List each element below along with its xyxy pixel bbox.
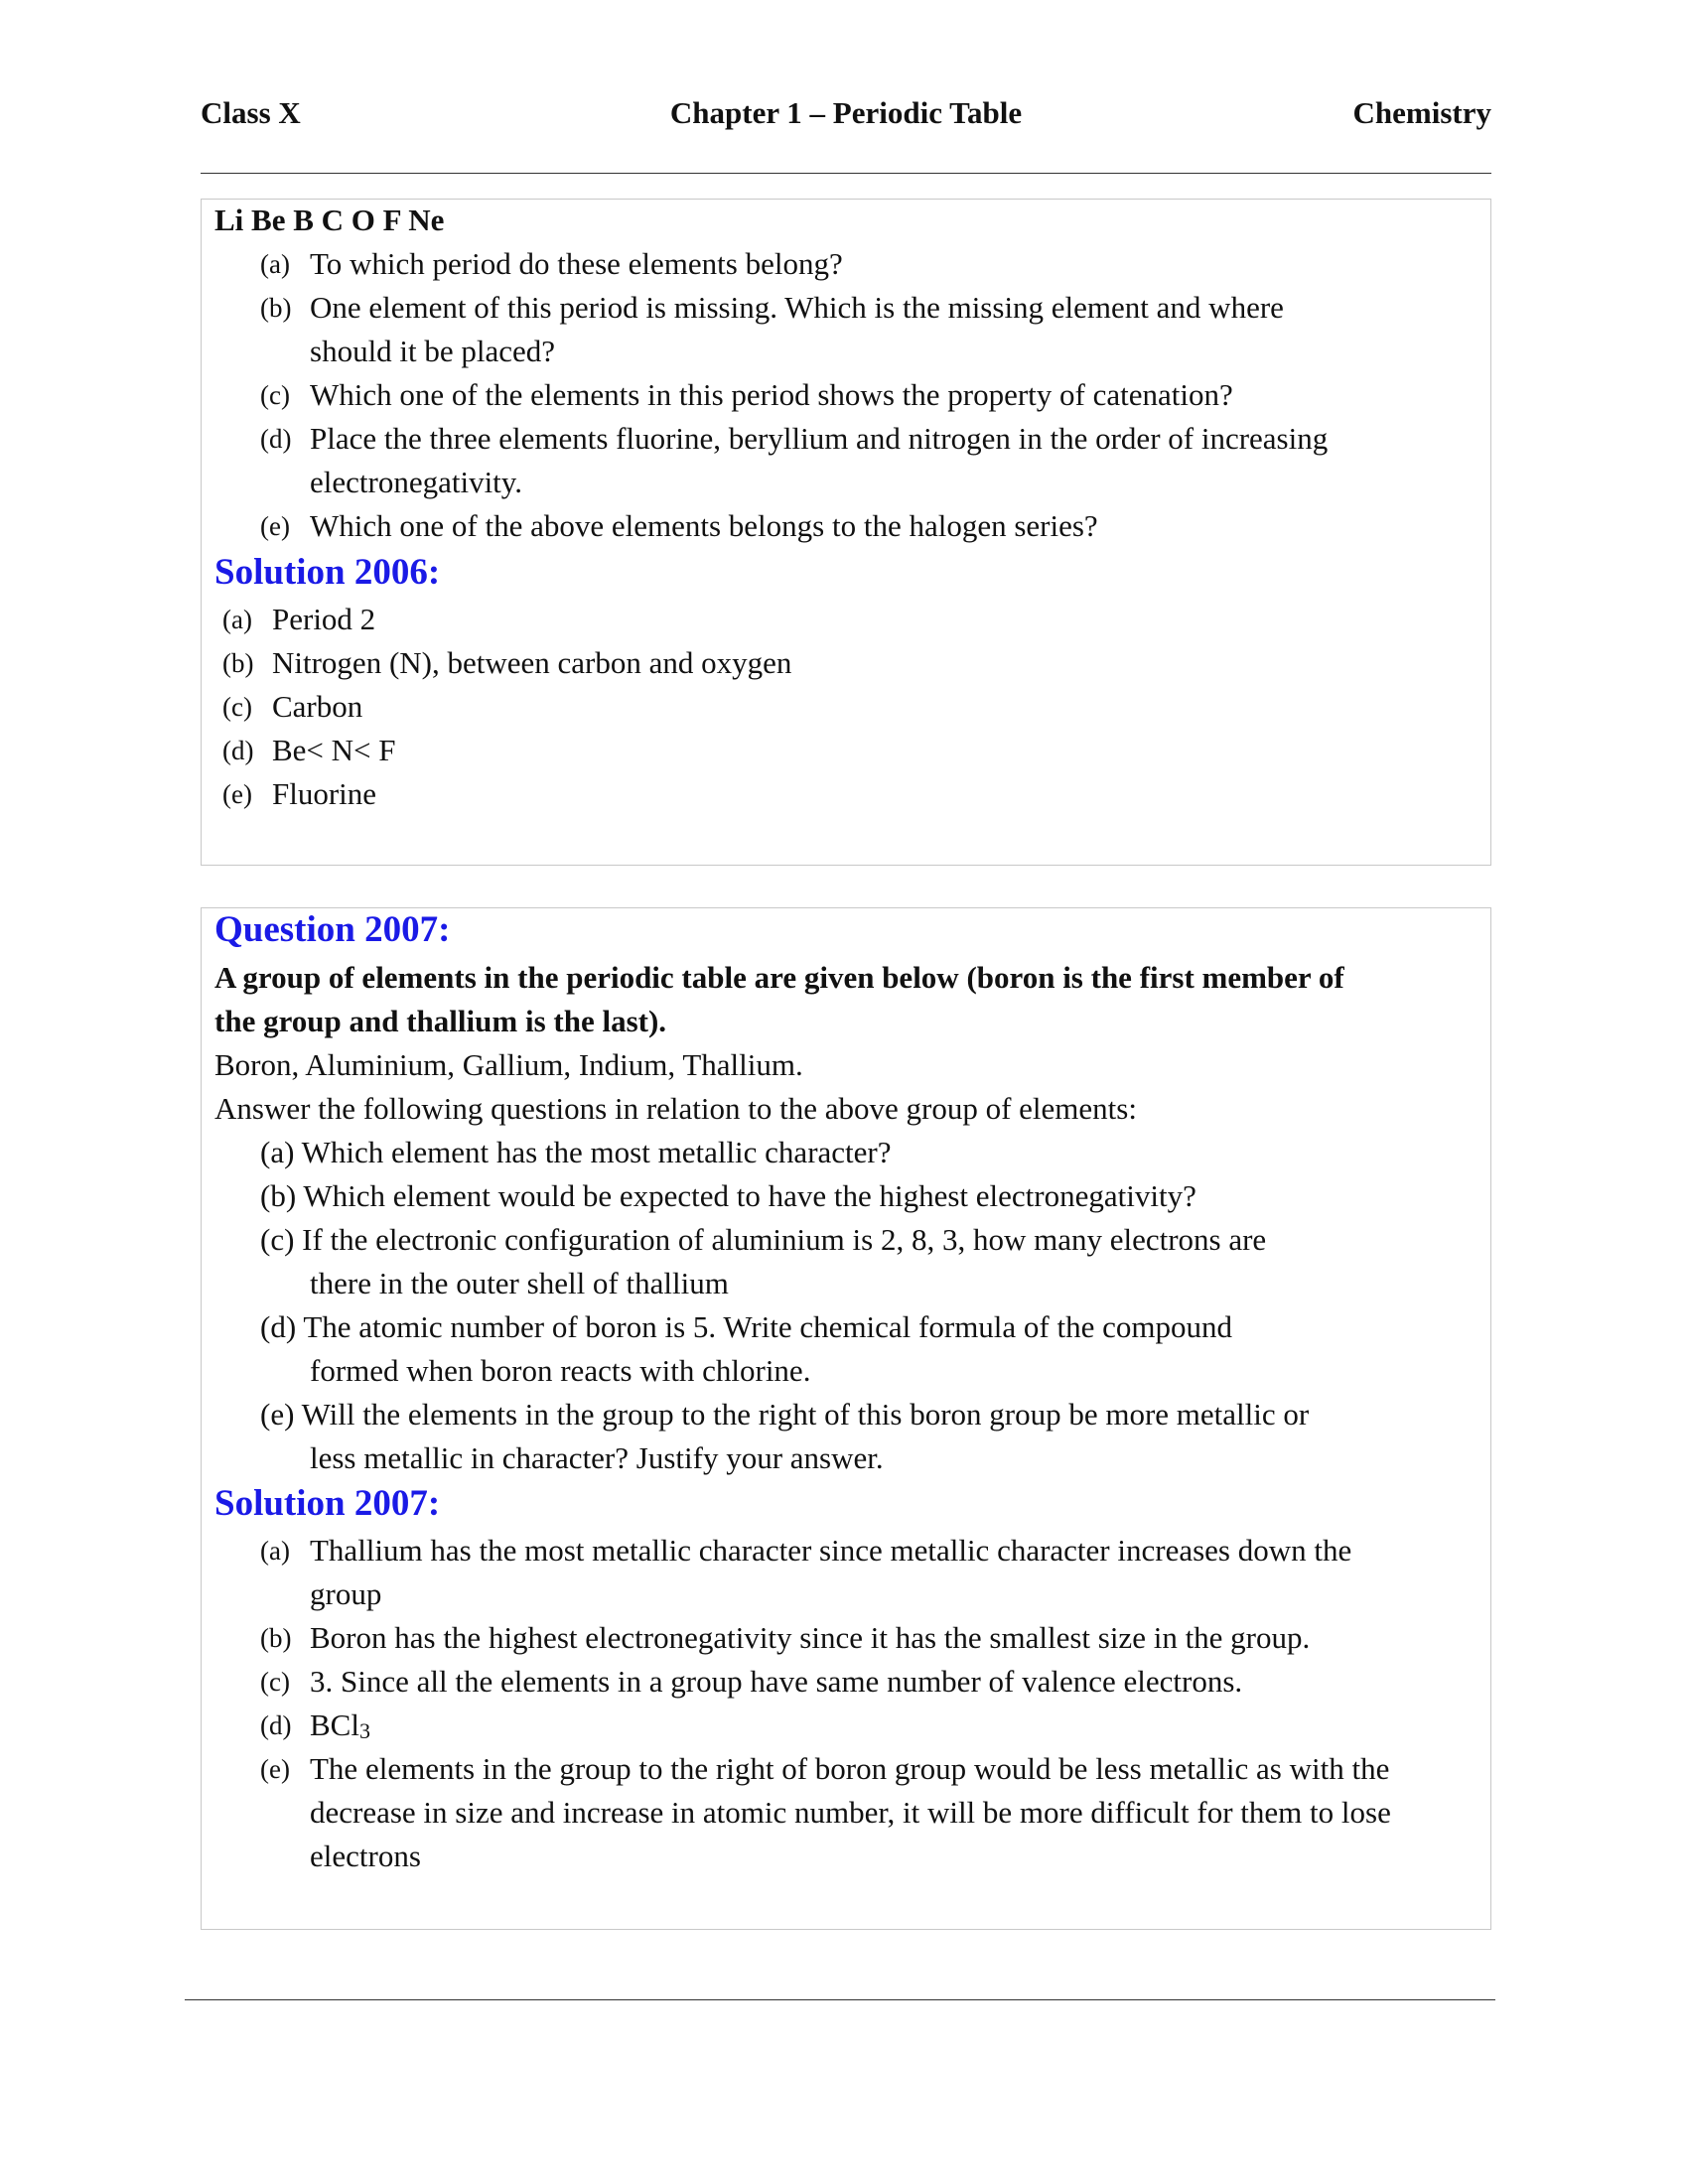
question-text-cont: electronegativity. [310,465,523,499]
answer-text-cont: electrons [310,1839,421,1873]
page-header [201,95,1491,141]
question-label: (a) [260,249,290,279]
element-group: Boron, Aluminium, Gallium, Indium, Thallium. [214,1047,803,1082]
chemical-formula [310,1704,370,1753]
answer-text: The elements in the group to the right of boron group would be less metallic as with the [310,1751,1390,1786]
question-text: (c) If the electronic configuration of aluminium is 2, 8, 3, how many electrons are [260,1222,1267,1257]
answer-text: Carbon [272,689,363,724]
question-text: (d) The atomic number of boron is 5. Write chemical formula of the compound [260,1309,1232,1344]
answer-label: (c) [222,692,252,722]
question-text: (b) Which element would be expected to have the highest electronegativity? [260,1178,1196,1213]
header-subject: Chemistry [1352,95,1491,130]
question-text: To which period do these elements belong? [310,246,843,281]
answer-text: Fluorine [272,776,377,811]
question-label: (d) [260,424,292,454]
question-2007-intro: A group of elements in the periodic table are given below (boron is the first member of [214,960,1344,995]
header-class: Class X [201,95,301,130]
answer-text-cont: decrease in size and increase in atomic number, it will be more difficult for them to lose [310,1795,1391,1830]
instruction-text: Answer the following questions in relation to the above group of elements: [214,1091,1137,1126]
answer-label: (e) [222,779,252,809]
answer-text: Boron has the highest electronegativity since it has the smallest size in the group. [310,1620,1311,1655]
question-text: Which one of the elements in this period shows the property of catenation? [310,377,1233,412]
question-text-cont: less metallic in character? Justify your answer. [310,1440,884,1475]
answer-label: (a) [260,1536,290,1566]
question-text-cont: formed when boron reacts with chlorine. [310,1353,811,1388]
answer-label: (b) [222,648,254,678]
question-text: Which one of the above elements belongs to the halogen series? [310,508,1098,543]
element-list: Li Be B C O F Ne [214,203,445,237]
solution-2006-title: Solution 2006: [214,552,441,593]
answer-text: Thallium has the most metallic character since metallic character increases down the [310,1533,1352,1568]
answer-label: (c) [260,1667,290,1697]
solution-2007-title: Solution 2007: [214,1483,441,1524]
question-label: (e) [260,511,290,541]
header-chapter-title: Chapter 1 – Periodic Table [669,95,1023,130]
question-text-cont: there in the outer shell of thallium [310,1266,729,1300]
answer-text: Nitrogen (N), between carbon and oxygen [272,645,792,680]
answer-text: Period 2 [272,602,376,636]
question-text: One element of this period is missing. Which is the missing element and where [310,290,1284,325]
formula-subscript: 3 [358,1718,370,1743]
question-label: (c) [260,380,290,410]
question-text: Place the three elements fluorine, beryllium and nitrogen in the order of increasing [310,421,1329,456]
answer-label: (b) [260,1623,292,1653]
question-text: (a) Which element has the most metallic character? [260,1135,892,1169]
footer-divider [185,1999,1495,2000]
question-text: (e) Will the elements in the group to the right of this boron group be more metallic or [260,1397,1310,1432]
answer-text-cont: group [310,1576,382,1611]
formula-main: BCl [310,1707,359,1742]
question-2007-intro-cont: the group and thallium is the last). [214,1004,667,1038]
answer-label: (d) [260,1710,292,1740]
answer-text: Be< N< F [272,733,396,767]
question-2007-title: Question 2007: [214,909,451,950]
answer-label: (a) [222,605,252,634]
question-text-cont: should it be placed? [310,334,556,368]
header-divider [201,173,1491,174]
question-label: (b) [260,293,292,323]
answer-label: (e) [260,1754,290,1784]
answer-text: 3. Since all the elements in a group have same number of valence electrons. [310,1664,1243,1699]
answer-label: (d) [222,736,254,765]
